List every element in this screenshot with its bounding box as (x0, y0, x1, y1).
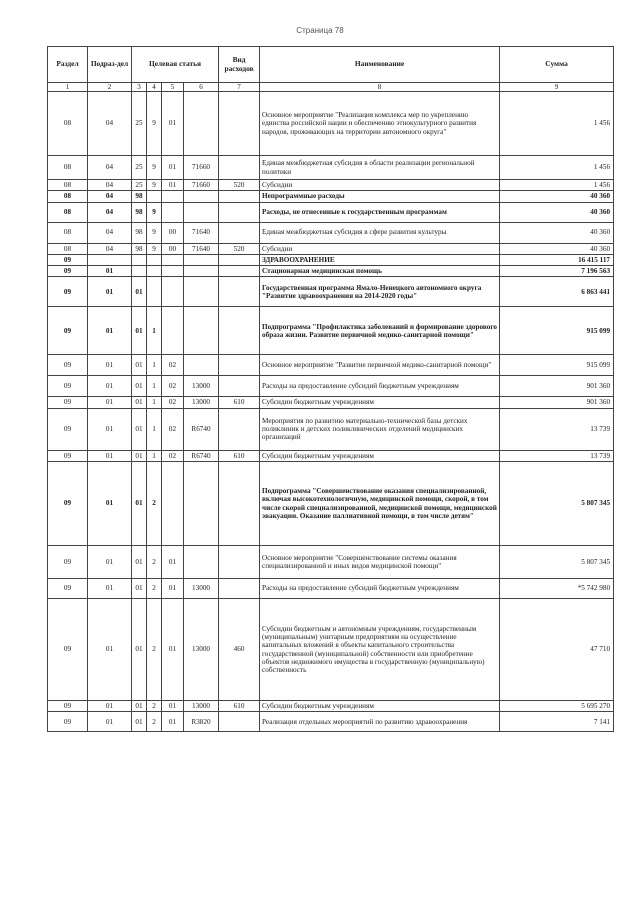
document-sheet (46, 45, 616, 749)
page-number-label: Страница 78 (296, 26, 344, 35)
razdel-cell: 09 (48, 355, 88, 376)
table-row (48, 191, 614, 202)
program-code-cell: 01 (132, 546, 147, 579)
table-row (48, 712, 614, 732)
podrazdel-cell: 01 (88, 355, 132, 376)
table-row (48, 599, 614, 701)
table-row (48, 266, 614, 277)
expense-type-cell (219, 355, 260, 376)
direction-code-cell: 13000 (184, 701, 219, 712)
event-code-cell: 01 (162, 180, 184, 191)
name-cell: Основное мероприятие "Развитие первичной медико-санитарной помощи" (260, 355, 500, 376)
sum-cell: 915 099 (500, 355, 614, 376)
podrazdel-cell: 01 (88, 307, 132, 355)
razdel-cell: 09 (48, 408, 88, 450)
table-row (48, 92, 614, 156)
program-code-cell: 01 (132, 376, 147, 397)
expense-type-cell: 610 (219, 701, 260, 712)
sum-cell: 5 807 345 (500, 462, 614, 546)
podrazdel-cell: 01 (88, 579, 132, 599)
subprogram-code-cell: 9 (147, 92, 162, 156)
sum-cell: *5 742 980 (500, 579, 614, 599)
event-code-cell: 01 (162, 92, 184, 156)
name-cell: Непрограммные расходы (260, 191, 500, 202)
expense-type-cell (219, 191, 260, 202)
sum-cell: 5 695 270 (500, 701, 614, 712)
sum-cell: 40 360 (500, 222, 614, 243)
program-code-cell: 98 (132, 243, 147, 254)
name-cell: Реализация отдельных мероприятий по развитию здравоохранения (260, 712, 500, 732)
expense-type-cell: 520 (219, 180, 260, 191)
blank-page-margin (0, 760, 640, 905)
expense-type-cell: 520 (219, 243, 260, 254)
event-code-cell: 01 (162, 156, 184, 180)
sum-cell: 7 141 (500, 712, 614, 732)
direction-code-cell (184, 254, 219, 265)
expense-type-cell: 610 (219, 397, 260, 408)
header-podrazdel: Подраз-дел (88, 47, 132, 83)
expense-type-cell (219, 408, 260, 450)
podrazdel-cell: 01 (88, 397, 132, 408)
sum-cell: 1 456 (500, 92, 614, 156)
subprogram-code-cell: 2 (147, 712, 162, 732)
razdel-cell: 08 (48, 92, 88, 156)
subprogram-code-cell: 2 (147, 546, 162, 579)
subprogram-code-cell: 1 (147, 397, 162, 408)
sum-cell: 40 360 (500, 191, 614, 202)
name-cell: Стационарная медицинская помощь (260, 266, 500, 277)
direction-code-cell: 71640 (184, 222, 219, 243)
sum-cell: 1 456 (500, 180, 614, 191)
subprogram-code-cell: 9 (147, 222, 162, 243)
column-number: 7 (219, 83, 260, 92)
name-cell: Субсидии бюджетным учреждениям (260, 450, 500, 461)
sum-cell: 16 415 117 (500, 254, 614, 265)
razdel-cell: 09 (48, 376, 88, 397)
razdel-cell: 09 (48, 546, 88, 579)
program-code-cell: 01 (132, 712, 147, 732)
podrazdel-cell: 01 (88, 408, 132, 450)
column-number: 2 (88, 83, 132, 92)
direction-code-cell: R6740 (184, 450, 219, 461)
subprogram-code-cell: 1 (147, 408, 162, 450)
podrazdel-cell: 04 (88, 222, 132, 243)
header-razdel: Раздел (48, 47, 88, 83)
column-number: 5 (162, 83, 184, 92)
program-code-cell: 01 (132, 462, 147, 546)
event-code-cell: 01 (162, 712, 184, 732)
event-code-cell (162, 202, 184, 222)
program-code-cell: 25 (132, 92, 147, 156)
direction-code-cell (184, 202, 219, 222)
direction-code-cell: 13000 (184, 579, 219, 599)
program-code-cell: 01 (132, 579, 147, 599)
name-cell: Мероприятия по развитию материально-технической базы детских поликлиник и детских поликлинических отделений медицинских организаций (260, 408, 500, 450)
podrazdel-cell: 01 (88, 462, 132, 546)
table-row (48, 462, 614, 546)
program-code-cell: 01 (132, 277, 147, 307)
table-row (48, 355, 614, 376)
table-row (48, 222, 614, 243)
razdel-cell: 09 (48, 579, 88, 599)
expense-type-cell (219, 254, 260, 265)
subprogram-code-cell (147, 254, 162, 265)
razdel-cell: 09 (48, 277, 88, 307)
expense-type-cell (219, 712, 260, 732)
subprogram-code-cell: 2 (147, 579, 162, 599)
podrazdel-cell: 01 (88, 376, 132, 397)
subprogram-code-cell (147, 191, 162, 202)
razdel-cell: 09 (48, 254, 88, 265)
header-celevaya-statya: Целевая статья (132, 47, 219, 83)
expense-type-cell (219, 376, 260, 397)
sum-cell: 40 360 (500, 243, 614, 254)
event-code-cell: 02 (162, 376, 184, 397)
program-code-cell: 98 (132, 202, 147, 222)
name-cell: Единая межбюджетная субсидия в сфере развития культуры (260, 222, 500, 243)
razdel-cell: 08 (48, 191, 88, 202)
table-body (48, 92, 614, 732)
program-code-cell: 98 (132, 222, 147, 243)
razdel-cell: 09 (48, 599, 88, 701)
direction-code-cell (184, 462, 219, 546)
table-row (48, 376, 614, 397)
table-row (48, 579, 614, 599)
direction-code-cell (184, 307, 219, 355)
direction-code-cell (184, 191, 219, 202)
event-code-cell: 02 (162, 450, 184, 461)
event-code-cell (162, 462, 184, 546)
name-cell: Расходы, не отнесенные к государственным программам (260, 202, 500, 222)
direction-code-cell: 71660 (184, 156, 219, 180)
podrazdel-cell: 04 (88, 191, 132, 202)
razdel-cell: 08 (48, 243, 88, 254)
table-row (48, 180, 614, 191)
direction-code-cell: 71660 (184, 180, 219, 191)
name-cell: Субсидии бюджетным учреждениям (260, 701, 500, 712)
table-row (48, 450, 614, 461)
subprogram-code-cell: 2 (147, 462, 162, 546)
podrazdel-cell: 04 (88, 92, 132, 156)
sum-cell: 13 739 (500, 408, 614, 450)
direction-code-cell (184, 266, 219, 277)
razdel-cell: 09 (48, 397, 88, 408)
podrazdel-cell: 04 (88, 243, 132, 254)
event-code-cell (162, 277, 184, 307)
podrazdel-cell: 04 (88, 180, 132, 191)
subprogram-code-cell: 9 (147, 180, 162, 191)
razdel-cell: 09 (48, 701, 88, 712)
program-code-cell: 01 (132, 355, 147, 376)
program-code-cell: 01 (132, 450, 147, 461)
subprogram-code-cell: 1 (147, 450, 162, 461)
direction-code-cell: 71640 (184, 243, 219, 254)
direction-code-cell: R3820 (184, 712, 219, 732)
event-code-cell (162, 266, 184, 277)
sum-cell: 1 456 (500, 156, 614, 180)
sum-cell: 7 196 563 (500, 266, 614, 277)
event-code-cell: 01 (162, 546, 184, 579)
direction-code-cell (184, 355, 219, 376)
name-cell: Основное мероприятие "Реализация комплекса мер по укреплению единства российской нации и обеспечению этнокультурного развития народов, проживающих на территории автономного округа" (260, 92, 500, 156)
razdel-cell: 09 (48, 266, 88, 277)
razdel-cell: 08 (48, 222, 88, 243)
expense-type-cell (219, 579, 260, 599)
event-code-cell (162, 254, 184, 265)
subprogram-code-cell: 1 (147, 376, 162, 397)
name-cell: Основное мероприятие "Совершенствование системы оказания специализированной и иных видов медицинской помощи" (260, 546, 500, 579)
name-cell: Расходы на предоставление субсидий бюджетным учреждениям (260, 376, 500, 397)
table-row (48, 202, 614, 222)
program-code-cell (132, 266, 147, 277)
program-code-cell: 01 (132, 701, 147, 712)
razdel-cell: 08 (48, 180, 88, 191)
expense-type-cell (219, 277, 260, 307)
direction-code-cell: 13000 (184, 376, 219, 397)
table-row (48, 156, 614, 180)
podrazdel-cell: 04 (88, 202, 132, 222)
column-number: 6 (184, 83, 219, 92)
name-cell: Субсидии бюджетным учреждениям (260, 397, 500, 408)
event-code-cell (162, 307, 184, 355)
event-code-cell: 00 (162, 243, 184, 254)
expense-type-cell (219, 546, 260, 579)
event-code-cell: 02 (162, 408, 184, 450)
name-cell: Подпрограмма "Профилактика заболеваний и формирование здорового образа жизни. Развитие первичной медико-санитарной помощи" (260, 307, 500, 355)
subprogram-code-cell: 9 (147, 156, 162, 180)
program-code-cell (132, 254, 147, 265)
podrazdel-cell (88, 254, 132, 265)
event-code-cell: 01 (162, 579, 184, 599)
event-code-cell: 01 (162, 701, 184, 712)
table-header-row (48, 47, 614, 83)
expense-type-cell (219, 156, 260, 180)
table-row (48, 546, 614, 579)
direction-code-cell: 13000 (184, 397, 219, 408)
subprogram-code-cell (147, 277, 162, 307)
table-row (48, 277, 614, 307)
table-row (48, 701, 614, 712)
subprogram-code-cell: 9 (147, 202, 162, 222)
razdel-cell: 08 (48, 156, 88, 180)
table-row (48, 408, 614, 450)
expense-type-cell: 460 (219, 599, 260, 701)
sum-cell: 13 739 (500, 450, 614, 461)
table-row (48, 307, 614, 355)
header-naimenovanie: Наименование (260, 47, 500, 83)
name-cell: Субсидии (260, 180, 500, 191)
program-code-cell: 25 (132, 156, 147, 180)
expense-type-cell (219, 92, 260, 156)
podrazdel-cell: 01 (88, 277, 132, 307)
expense-type-cell: 610 (219, 450, 260, 461)
program-code-cell: 01 (132, 408, 147, 450)
subprogram-code-cell: 2 (147, 701, 162, 712)
podrazdel-cell: 01 (88, 546, 132, 579)
event-code-cell: 01 (162, 599, 184, 701)
razdel-cell: 09 (48, 462, 88, 546)
subprogram-code-cell: 2 (147, 599, 162, 701)
name-cell: Государственная программа Ямало-Ненецкого автономного округа "Развитие здравоохранения на 2014-2020 годы" (260, 277, 500, 307)
podrazdel-cell: 01 (88, 701, 132, 712)
name-cell: Единая межбюджетная субсидия в области реализации региональной политики (260, 156, 500, 180)
header-vid-rashodov: Вид расходов (219, 47, 260, 83)
header-summa: Сумма (500, 47, 614, 83)
sum-cell: 47 710 (500, 599, 614, 701)
budget-table (47, 46, 614, 732)
expense-type-cell (219, 307, 260, 355)
expense-type-cell (219, 462, 260, 546)
expense-type-cell (219, 202, 260, 222)
column-number: 8 (260, 83, 500, 92)
column-number: 4 (147, 83, 162, 92)
name-cell: Субсидии бюджетным и автономным учреждениям, государственным (муниципальным) унитарным предприятиям на осуществление капитальных вложений в объекты капитального строительства государственной (муниципальной) собственности или приобретение объектов недвижимого имущества в государственную (муниципальную) собственность (260, 599, 500, 701)
sum-cell: 915 099 (500, 307, 614, 355)
razdel-cell: 09 (48, 307, 88, 355)
expense-type-cell (219, 266, 260, 277)
sum-cell: 6 863 441 (500, 277, 614, 307)
table-row (48, 254, 614, 265)
expense-type-cell (219, 222, 260, 243)
razdel-cell: 08 (48, 202, 88, 222)
program-code-cell: 01 (132, 307, 147, 355)
sum-cell: 40 360 (500, 202, 614, 222)
column-number: 9 (500, 83, 614, 92)
event-code-cell: 00 (162, 222, 184, 243)
sum-cell: 901 360 (500, 397, 614, 408)
podrazdel-cell: 04 (88, 156, 132, 180)
name-cell: ЗДРАВООХРАНЕНИЕ (260, 254, 500, 265)
subprogram-code-cell: 1 (147, 355, 162, 376)
name-cell: Субсидии (260, 243, 500, 254)
subprogram-code-cell (147, 266, 162, 277)
sum-cell: 901 360 (500, 376, 614, 397)
subprogram-code-cell: 1 (147, 307, 162, 355)
table-row (48, 243, 614, 254)
program-code-cell: 01 (132, 397, 147, 408)
program-code-cell: 01 (132, 599, 147, 701)
program-code-cell: 25 (132, 180, 147, 191)
column-number: 1 (48, 83, 88, 92)
event-code-cell (162, 191, 184, 202)
program-code-cell: 98 (132, 191, 147, 202)
direction-code-cell: R6740 (184, 408, 219, 450)
podrazdel-cell: 01 (88, 266, 132, 277)
podrazdel-cell: 01 (88, 599, 132, 701)
table-row (48, 397, 614, 408)
name-cell: Подпрограмма "Совершенствование оказания специализированной, включая высокотехнологичную, медицинской помощи, скорой, в том числе скорой специализированной, медицинской помощи, медицинской эвакуации. Оказание паллиативной помощи, в том числе детям" (260, 462, 500, 546)
name-cell: Расходы на предоставление субсидий бюджетным учреждениям (260, 579, 500, 599)
razdel-cell: 09 (48, 712, 88, 732)
podrazdel-cell: 01 (88, 450, 132, 461)
column-number: 3 (132, 83, 147, 92)
razdel-cell: 09 (48, 450, 88, 461)
direction-code-cell (184, 277, 219, 307)
event-code-cell: 02 (162, 355, 184, 376)
column-number-row (48, 83, 614, 92)
subprogram-code-cell: 9 (147, 243, 162, 254)
event-code-cell: 02 (162, 397, 184, 408)
sum-cell: 5 807 345 (500, 546, 614, 579)
direction-code-cell (184, 92, 219, 156)
podrazdel-cell: 01 (88, 712, 132, 732)
direction-code-cell: 13000 (184, 599, 219, 701)
direction-code-cell (184, 546, 219, 579)
